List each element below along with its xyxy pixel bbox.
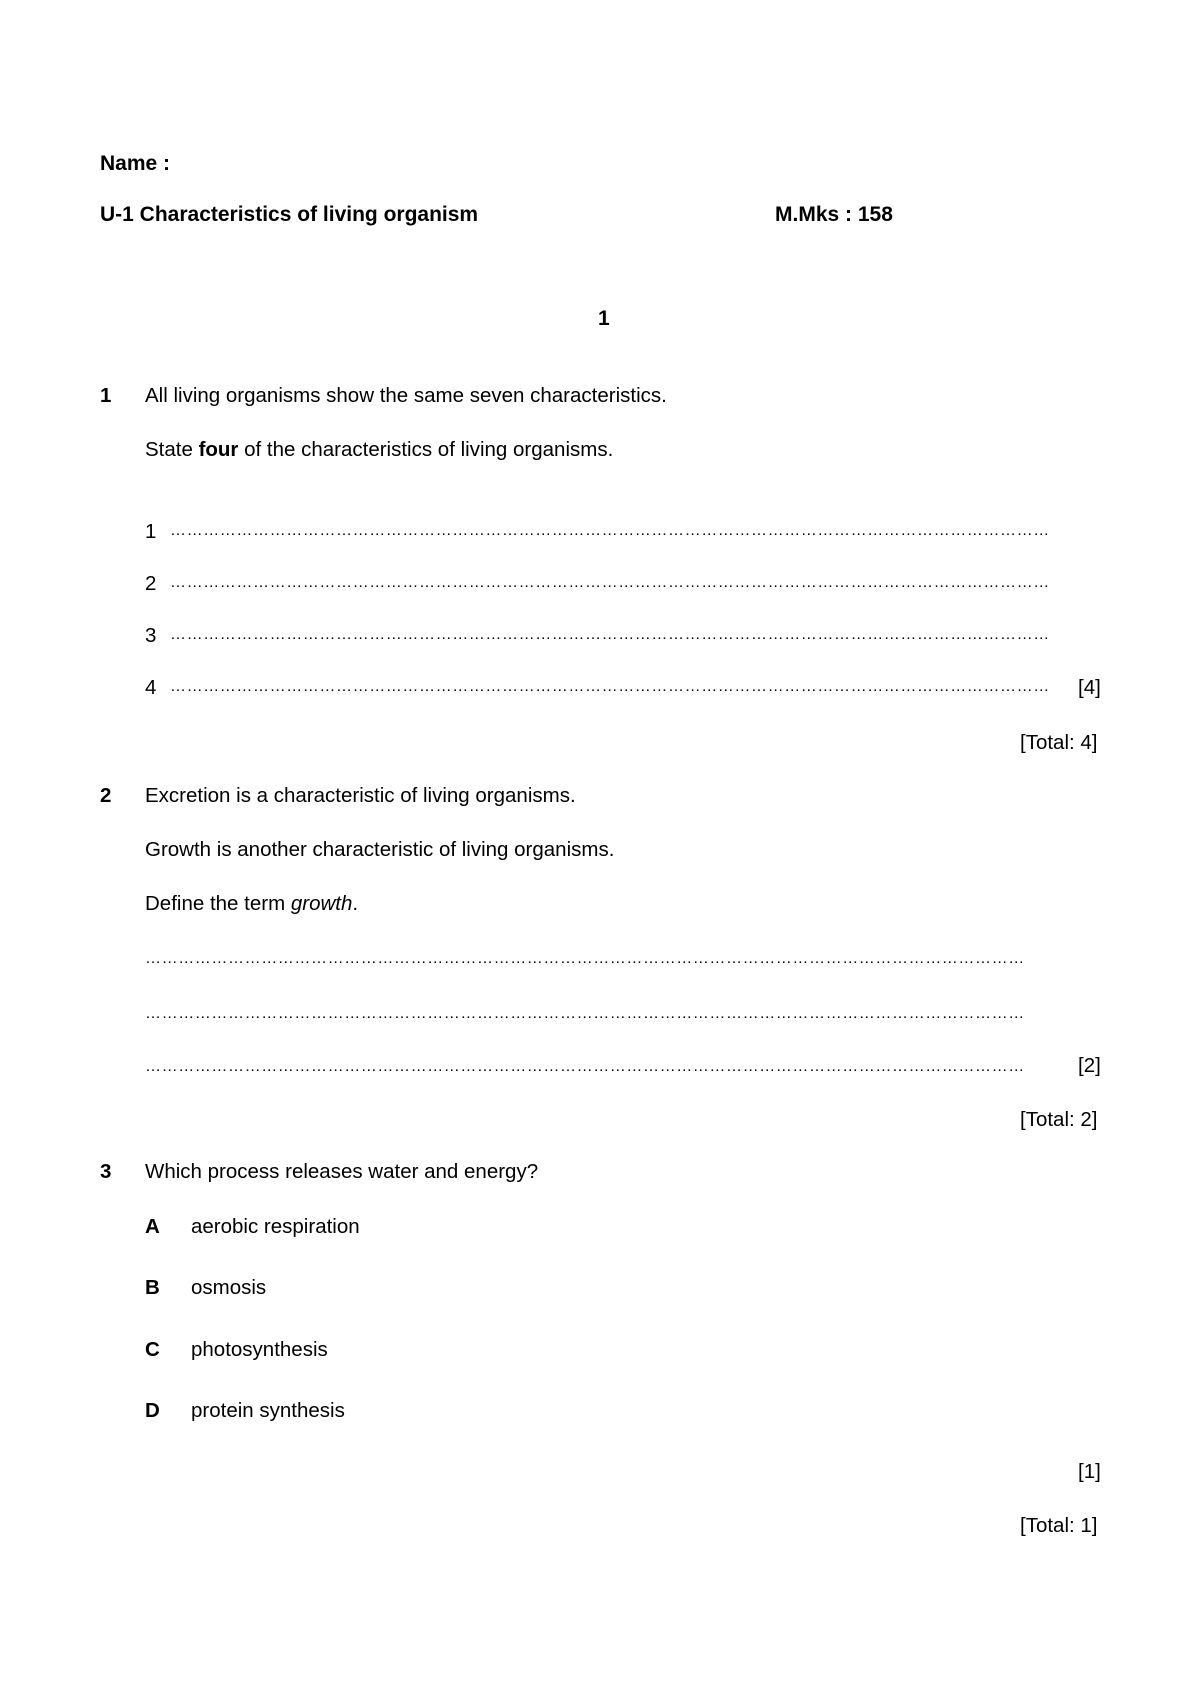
option-text: photosynthesis [191, 1338, 328, 1361]
option-text: protein synthesis [191, 1399, 345, 1422]
question-text: All living organisms show the same seven characteristics. [145, 384, 667, 407]
marks-label: [4] [1078, 676, 1101, 699]
question-text: Which process releases water and energy? [145, 1160, 539, 1183]
option-letter: D [145, 1399, 160, 1422]
question-instruction: State four of the characteristics of living organisms. [145, 438, 614, 461]
answer-number: 1 [145, 520, 157, 543]
option-letter: C [145, 1338, 160, 1361]
question-instruction: Define the term growth. [145, 892, 359, 915]
option-text: osmosis [191, 1276, 267, 1299]
option-text: aerobic respiration [191, 1215, 360, 1238]
total-marks: [Total: 4] [1020, 731, 1098, 754]
total-marks: [Total: 1] [1020, 1514, 1098, 1537]
answer-line[interactable]: …………………………………………………………………………………………………………………………………………… [170, 678, 1050, 695]
option-letter: B [145, 1276, 160, 1299]
marks-label: [2] [1078, 1054, 1101, 1077]
answer-line[interactable]: …………………………………………………………………………………………………………………………………………… [145, 1058, 1025, 1075]
marks-label: [1] [1078, 1460, 1101, 1483]
option-letter: A [145, 1215, 160, 1238]
question-text: Excretion is a characteristic of living organisms. [145, 784, 576, 807]
max-marks: M.Mks : 158 [775, 203, 893, 226]
question-number: 2 [100, 784, 112, 807]
answer-line[interactable]: …………………………………………………………………………………………………………………………………………… [145, 950, 1025, 967]
answer-line[interactable]: …………………………………………………………………………………………………………………………………………… [170, 626, 1050, 643]
answer-number: 4 [145, 676, 157, 699]
question-number: 3 [100, 1160, 112, 1183]
worksheet-title: U-1 Characteristics of living organism [100, 203, 479, 226]
name-label: Name : [100, 152, 171, 175]
answer-line[interactable]: …………………………………………………………………………………………………………………………………………… [170, 574, 1050, 591]
answer-number: 3 [145, 624, 157, 647]
total-marks: [Total: 2] [1020, 1108, 1098, 1131]
answer-number: 2 [145, 572, 157, 595]
question-number: 1 [100, 384, 112, 407]
page-number: 1 [598, 307, 610, 330]
question-text: Growth is another characteristic of living organisms. [145, 838, 615, 861]
answer-line[interactable]: …………………………………………………………………………………………………………………………………………… [145, 1005, 1025, 1022]
answer-line[interactable]: …………………………………………………………………………………………………………………………………………… [170, 522, 1050, 539]
